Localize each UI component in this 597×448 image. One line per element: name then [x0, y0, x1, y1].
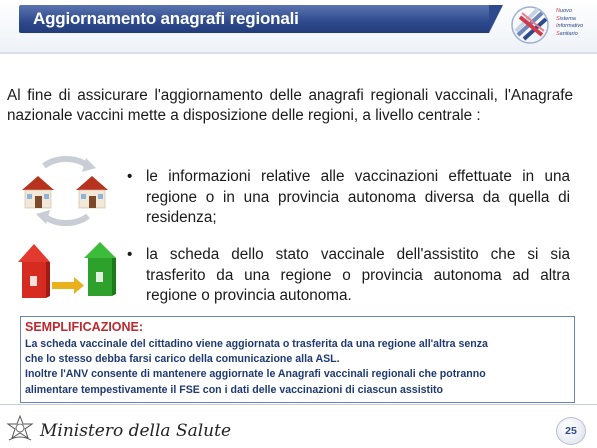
- page-number: 25: [556, 417, 586, 445]
- simplification-box: [20, 316, 575, 403]
- nsis-logo: [508, 3, 594, 47]
- intro-paragraph: Al fine di assicurare l'aggiornamento delle anagrafi regionali vaccinali, l'Anagrafe nazionale vaccini mette a disposizione delle regioni, a livello centrale :: [7, 87, 573, 124]
- slide-header: [0, 0, 597, 52]
- footer-divider: [0, 404, 597, 405]
- bullet-text: le informazioni relative alle vaccinazioni effettuate in una regione o in una provincia autonoma diversa da quella di residenza;: [146, 168, 570, 226]
- bullet-text: la scheda dello stato vaccinale dell'assistito che si sia trasferito da una regione o provincia autonoma ad altra regione o provincia autonoma.: [146, 246, 570, 304]
- italian-emblem-icon: [6, 414, 34, 444]
- bullet-marker: •: [127, 246, 133, 263]
- box-line: Inoltre l'ANV consente di mantenere aggiornate le Anagrafi vaccinali regionali che potranno: [25, 368, 486, 381]
- logo-line: Nuovo: [556, 8, 572, 14]
- bullet-item: [127, 245, 570, 307]
- bullet-marker: •: [127, 168, 133, 185]
- houses-exchange-icon: [16, 150, 116, 232]
- ministry-name: Ministero della Salute: [40, 421, 232, 441]
- house-transfer-icon: [16, 240, 120, 302]
- box-text: [25, 337, 571, 398]
- logo-line: Informativo: [556, 23, 584, 29]
- title-bar: [19, 5, 489, 33]
- bullet-item: [127, 167, 570, 229]
- box-line: La scheda vaccinale del cittadino viene aggiornata o trasferita da una regione all'altra senza: [25, 338, 488, 350]
- box-title: SEMPLIFICAZIONE:: [25, 320, 144, 334]
- box-line: alimentare tempestivamente il FSE con i dati delle vaccinazioni di ciascun assistito: [25, 383, 444, 396]
- logo-line: Sanitario: [556, 30, 578, 37]
- header-divider: [0, 52, 597, 54]
- logo-line: Sistema: [556, 15, 576, 22]
- slide-title: Aggiornamento anagrafi regionali: [33, 9, 299, 28]
- nsis-logo-icon: [508, 3, 554, 47]
- logo-text: [556, 8, 583, 38]
- box-line: che lo stesso debba farsi carico della comunicazione alla ASL.: [25, 353, 340, 366]
